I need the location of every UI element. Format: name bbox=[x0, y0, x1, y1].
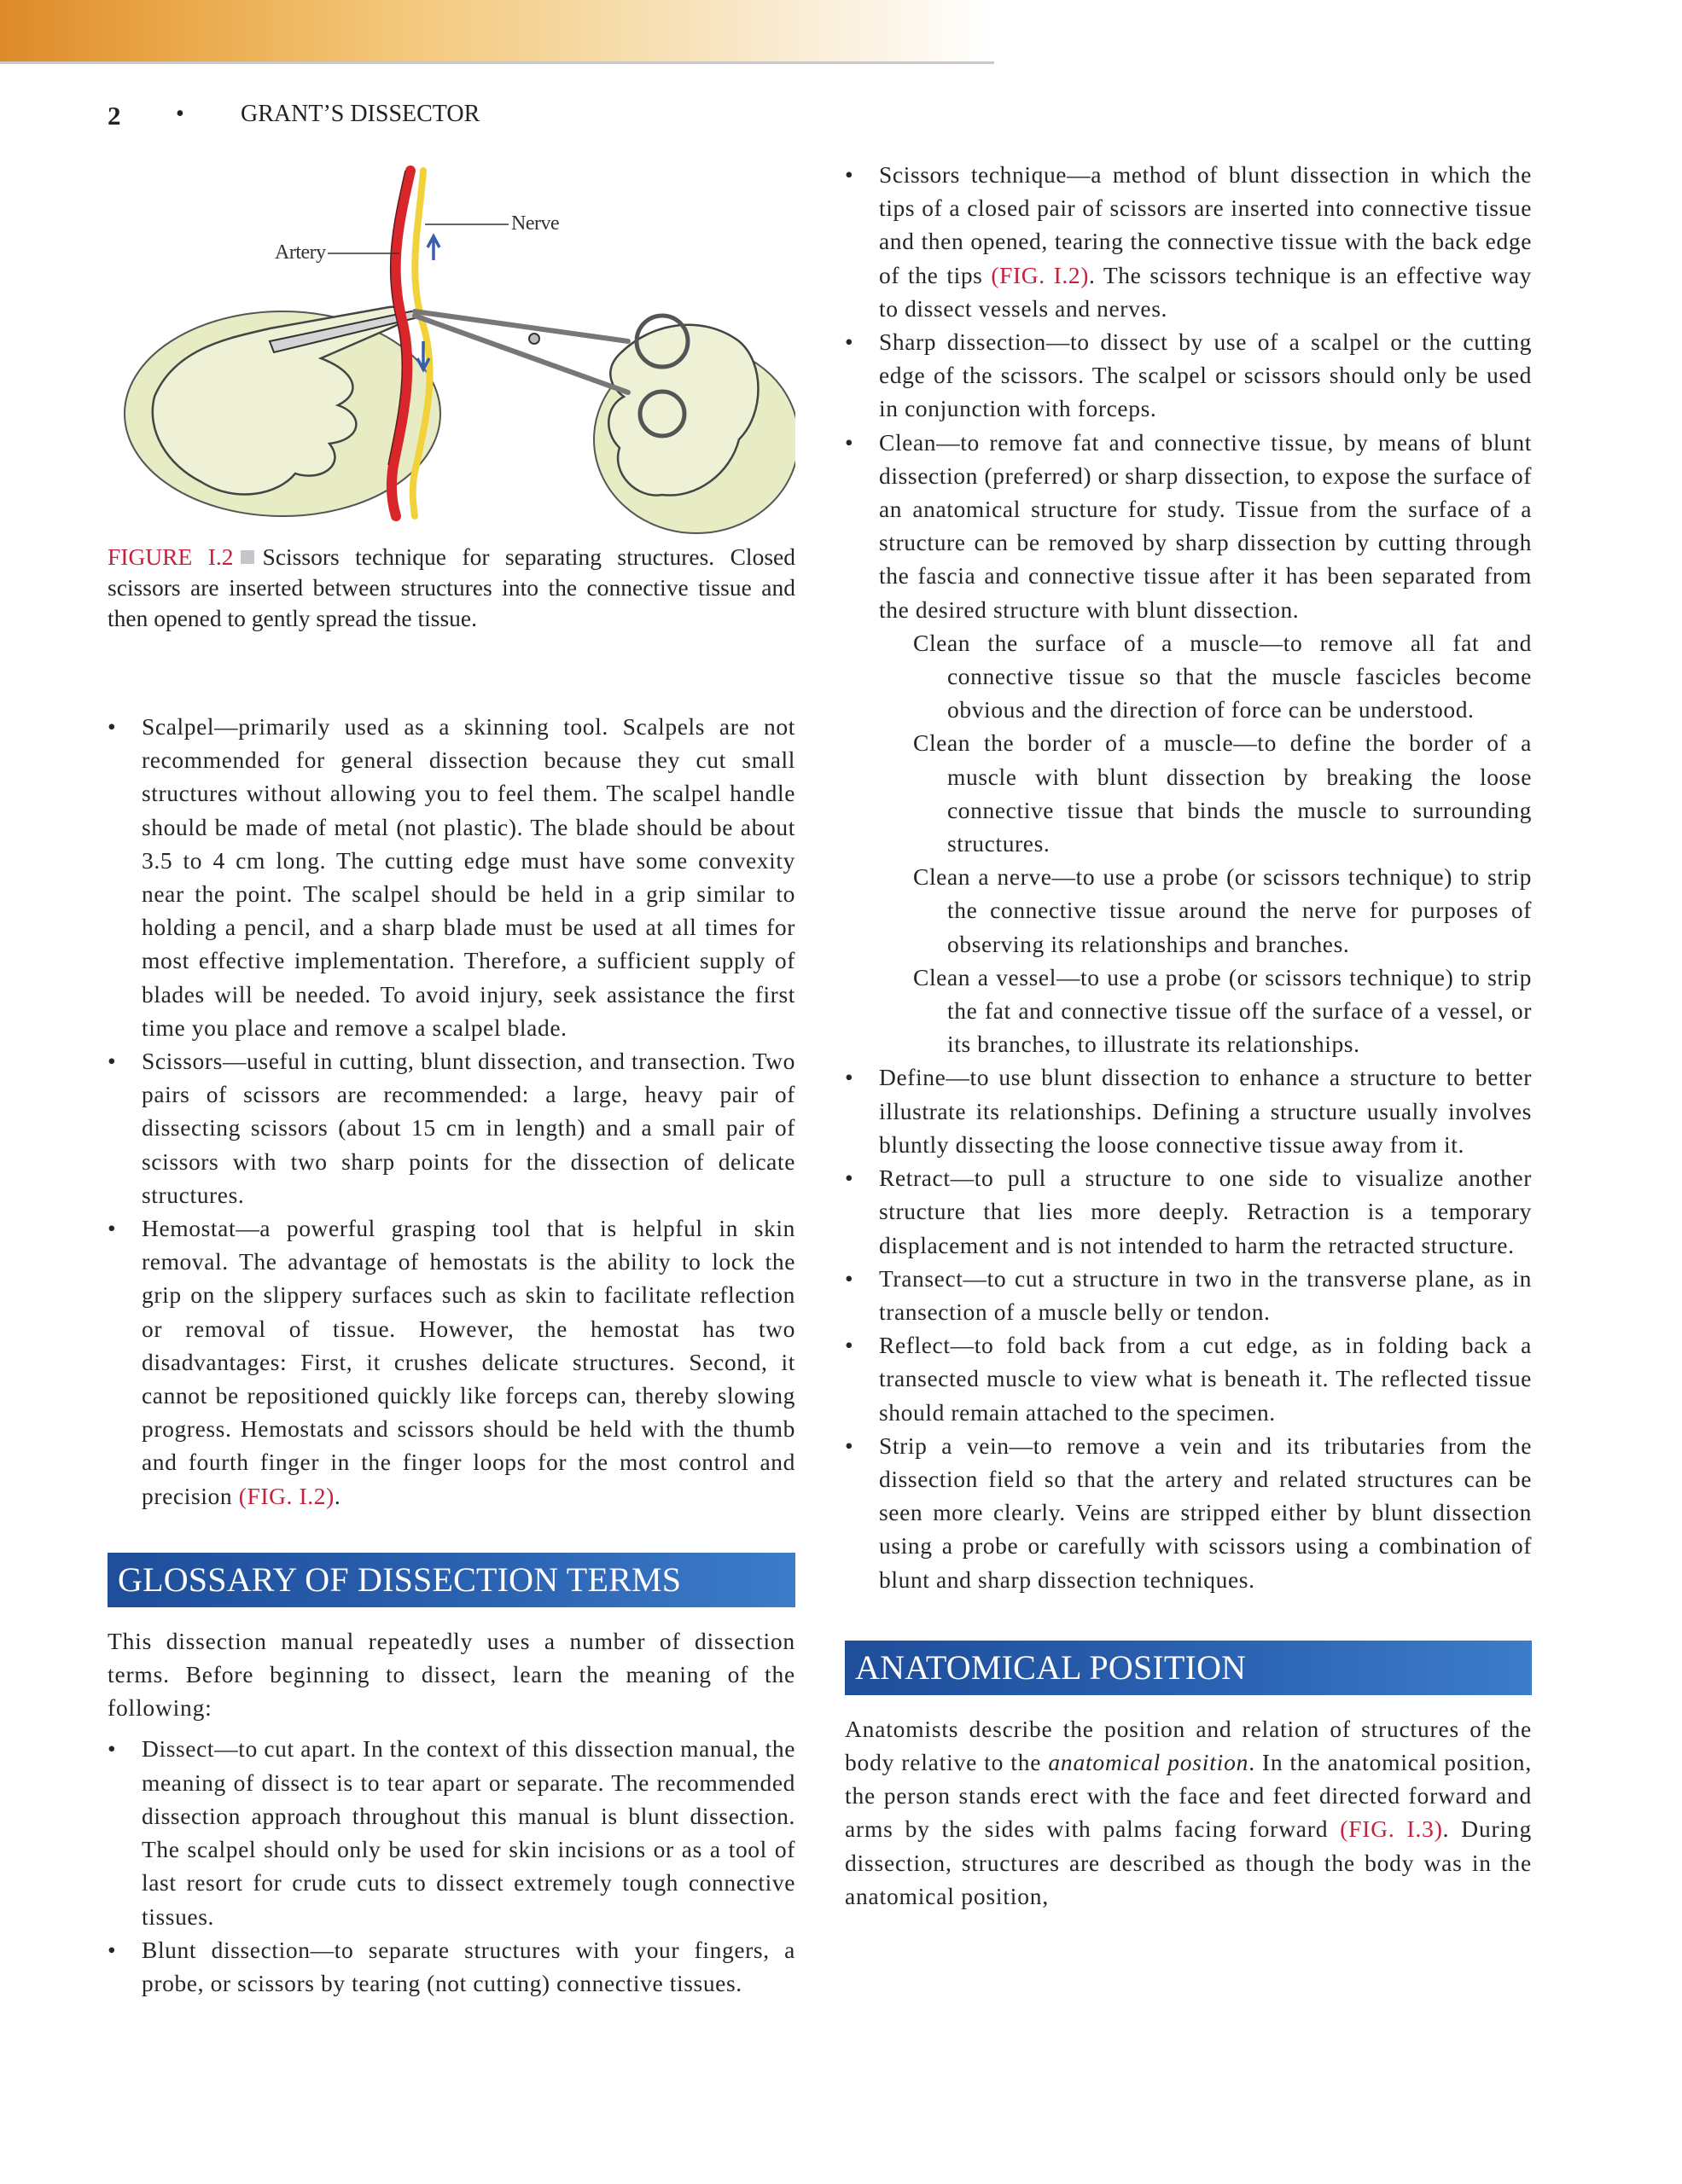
list-item bbox=[845, 426, 1532, 626]
header-color-bar bbox=[0, 0, 994, 61]
list-item bbox=[845, 325, 1532, 426]
list-item bbox=[108, 1933, 795, 2000]
term-sharp-dissection: Sharp dissection—to dissect by use of a scalpel or the cutting edge of the scissors. The scalpel or scissors should only be used in conjunction with forceps. bbox=[879, 328, 1532, 422]
tool-scalpel: Scalpel—primarily used as a skinning tool. Scalpels are not recommended for general dissection because they cut small structures without allowing you to feel them. The scalpel handle should be made of metal (not plastic). The blade should be about 3.5 to 4 cm long. The cutting edge must have some convexity near the point. The scalpel should be held in a grip similar to holding a pencil, and a sharp blade must be used at all times for most effective implementation. Therefore, a sufficient supply of blades will be needed. To avoid injury, seek assistance the first time you place and remove a scalpel blade. bbox=[142, 713, 795, 1041]
term-blunt-dissection: Blunt dissection—to separate structures with your fingers, a probe, or scissors by tearing (not cutting) connective tissues. bbox=[142, 1936, 795, 1996]
list-item bbox=[845, 860, 1532, 961]
caption-text: Scissors technique for separating structures. Closed scissors are inserted between structures into the connective tissue and then opened to gently spread the tissue. bbox=[108, 543, 795, 631]
list-item bbox=[845, 1262, 1532, 1328]
list-item bbox=[845, 961, 1532, 1061]
term-scissors-technique: Scissors technique—a method of blunt dissection in which the tips of a closed pair of scissors are inserted into connective tissue and then opened, tearing the connective tissue with the back edge of the tips bbox=[879, 161, 1532, 288]
text-span: . During dissection, structures are described as though the body was in the anatomical position, bbox=[845, 1815, 1532, 1909]
term-retract: Retract—to pull a structure to one side to visualize another structure that lies more deeply. Retraction is a temporary displacement and is not intended to harm the retracted structure. bbox=[879, 1165, 1532, 1258]
scissors-pivot bbox=[529, 334, 539, 344]
term-transect: Transect—to cut a structure in two in the transverse plane, as in transection of a muscle belly or tendon. bbox=[879, 1264, 1532, 1325]
list-item bbox=[108, 1732, 795, 1932]
term-reflect: Reflect—to fold back from a cut edge, as in folding back a transected muscle to view what is beneath it. The reflected tissue should remain attached to the specimen. bbox=[879, 1332, 1532, 1426]
term-clean-border-muscle: Clean the border of a muscle—to define the border of a muscle with blunt dissection by breaking the loose connective tissue that binds the muscle to surrounding structures. bbox=[913, 729, 1532, 857]
figure-reference-link[interactable]: (FIG. I.2) bbox=[238, 1482, 335, 1509]
figure-i2 bbox=[108, 158, 795, 542]
nerve-fiber bbox=[413, 171, 430, 516]
list-item bbox=[845, 626, 1532, 727]
term-clean: Clean—to remove fat and connective tissue, by means of blunt dissection (preferred) or sharp dissection, to expose the surface of an anatomical structure for study. Tissue from the surface of a structure can be removed by sharp dissection by cutting through the fascia and connective tissue after it has been separated from the desired structure with blunt dissection. bbox=[879, 428, 1532, 623]
figure-reference-link[interactable]: (FIG. I.2) bbox=[991, 261, 1089, 288]
list-item bbox=[845, 1328, 1532, 1429]
book-title: GRANT’S DISSECTOR bbox=[241, 101, 480, 127]
tools-list bbox=[108, 710, 795, 1513]
italic-term: anatomical position bbox=[1048, 1748, 1249, 1775]
term-define: Define—to use blunt dissection to enhance a structure to better illustrate its relationships. Defining a structure usually involves bluntly dissecting the loose connective tissue away from it. bbox=[879, 1064, 1532, 1158]
label-artery: Artery bbox=[275, 241, 326, 264]
list-item bbox=[108, 1044, 795, 1211]
figure-caption bbox=[108, 542, 795, 637]
right-column bbox=[845, 158, 1532, 1913]
tool-hemostat: Hemostat—a powerful grasping tool that is helpful in skin removal. The advantage of hemostats is the ability to lock the grip on the slippery surfaces such as skin to facilitate reflection or removal of tissue. However, the hemostat has two disadvantages: First, it crushes delicate structures. Second, it cannot be repositioned quickly like forceps can, thereby slowing progress. Hemostats and scissors should be held with the thumb and fourth finger in the finger loops for the most control and precision bbox=[142, 1215, 795, 1509]
figure-label: FIGURE I.2 bbox=[108, 543, 234, 570]
glossary-list-left bbox=[108, 1732, 795, 2000]
label-nerve: Nerve bbox=[511, 212, 560, 235]
list-item bbox=[845, 1161, 1532, 1262]
list-item bbox=[108, 1211, 795, 1513]
term-continuation: . The scissors technique is an effective way to dissect vessels and nerves. bbox=[879, 261, 1532, 322]
list-item bbox=[108, 710, 795, 1044]
list-item bbox=[845, 158, 1532, 325]
term-clean-surface-muscle: Clean the surface of a muscle—to remove all fat and connective tissue so that the muscle fascicles become obvious and the direction of force can be understood. bbox=[913, 629, 1532, 723]
glossary-heading: GLOSSARY OF DISSECTION TERMS bbox=[108, 1553, 795, 1607]
page-number: 2 bbox=[108, 101, 121, 131]
text-span: Anatomists describe the position and relation of structures of the body relative to the bbox=[845, 1715, 1532, 1775]
term-clean-nerve: Clean a nerve—to use a probe (or scissors technique) to strip the connective tissue around the nerve for purposes of observing its relationships and branches. bbox=[913, 863, 1532, 957]
anatomical-position-heading: ANATOMICAL POSITION bbox=[845, 1641, 1532, 1695]
scissors-technique-illustration bbox=[108, 158, 795, 542]
left-column bbox=[108, 158, 795, 2000]
list-item bbox=[845, 1060, 1532, 1161]
figure-reference-link[interactable]: (FIG. I.3) bbox=[1340, 1815, 1443, 1843]
term-dissect: Dissect—to cut apart. In the context of this dissection manual, the meaning of dissect is to tear apart or separate. The recommended dissection approach throughout this manual is blunt dissection. The scalpel should only be used for skin incisions or as a tool of last resort for crude cuts to dissect extremely tough connective tissues. bbox=[142, 1735, 795, 1930]
list-item bbox=[845, 726, 1532, 860]
glossary-list-right bbox=[845, 158, 1532, 1596]
list-item bbox=[845, 1429, 1532, 1596]
scissors-icon bbox=[415, 311, 628, 392]
header-separator: • bbox=[176, 101, 184, 127]
header-rule bbox=[0, 61, 994, 64]
anatomical-position-text bbox=[845, 1712, 1532, 1913]
glossary-intro: This dissection manual repeatedly uses a number of dissection terms. Before beginning to dissect, learn the meaning of the following: bbox=[108, 1627, 795, 1722]
text-span: . In the anatomical position, the person stands erect with the face and feet directed forward and arms by the sides with palms facing forward bbox=[845, 1748, 1532, 1843]
arrow-up-icon bbox=[428, 236, 439, 260]
term-clean-vessel: Clean a vessel—to use a probe (or scissors technique) to strip the fat and connective tissue off the surface of a vessel, or its branches, to illustrate its relationships. bbox=[913, 963, 1532, 1058]
caption-square-icon bbox=[241, 550, 254, 564]
tool-scissors: Scissors—useful in cutting, blunt dissection, and transection. Two pairs of scissors are recommended: a large, heavy pair of dissecting scissors (about 15 cm in length) and a small pair of scissors with two sharp points for the dissection of delicate structures. bbox=[142, 1048, 795, 1208]
term-strip-vein: Strip a vein—to remove a vein and its tributaries from the dissection field so that the artery and related structures can be seen more clearly. Veins are stripped either by blunt dissection using a probe or carefully with scissors using a combination of blunt and sharp dissection techniques. bbox=[879, 1432, 1532, 1593]
punctuation: . bbox=[334, 1482, 341, 1509]
